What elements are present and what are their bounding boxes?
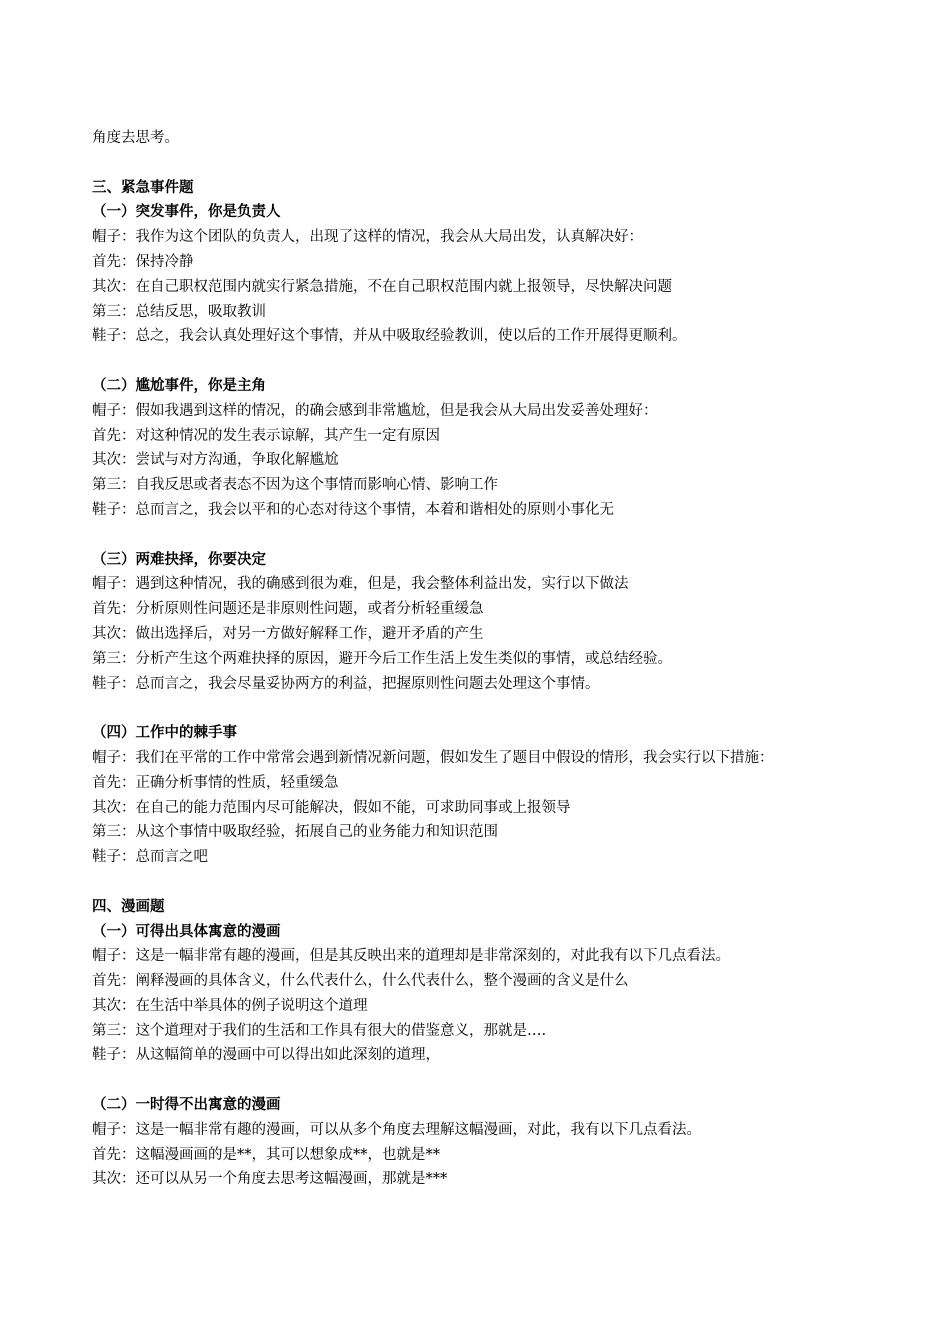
body-line: 首先：对这种情况的发生表示谅解，其产生一定有原因 bbox=[92, 427, 440, 444]
subsection-title: （一）可得出具体寓意的漫画 bbox=[92, 922, 281, 940]
body-line: 鞋子：总而言之，我会尽量妥协两方的利益，把握原则性问题去处理这个事情。 bbox=[92, 675, 600, 692]
body-line: 第三：分析产生这个两难抉择的原因，避开今后工作生活上发生类似的事情，或总结经验。 bbox=[92, 650, 672, 667]
body-line: 帽子：这是一幅非常有趣的漫画，但是其反映出来的道理却是非常深刻的，对此我有以下几点看法。 bbox=[92, 948, 730, 965]
body-line: 第三：这个道理对于我们的生活和工作具有很大的借鉴意义，那就是…. bbox=[92, 1022, 547, 1039]
section-heading: 四、漫画题 bbox=[92, 897, 165, 915]
body-line: 第三：总结反思，吸取教训 bbox=[92, 303, 266, 320]
body-line: 其次：做出选择后，对另一方做好解释工作，避开矛盾的产生 bbox=[92, 625, 484, 642]
body-line: 帽子：我作为这个团队的负责人，出现了这样的情况，我会从大局出发，认真解决好： bbox=[92, 229, 643, 246]
body-line: 首先：阐释漫画的具体含义，什么代表什么，什么代表什么，整个漫画的含义是什么 bbox=[92, 973, 629, 990]
body-line: 首先：正确分析事情的性质，轻重缓急 bbox=[92, 774, 339, 791]
spacer bbox=[92, 1068, 852, 1093]
body-line: 首先：这幅漫画画的是**，其可以想象成**，也就是** bbox=[92, 1146, 440, 1163]
subsection-title: （二）尴尬事件，你是主角 bbox=[92, 376, 266, 394]
document-body bbox=[92, 126, 852, 1192]
body-line: 帽子：假如我遇到这样的情况，的确会感到非常尴尬，但是我会从大局出发妥善处理好： bbox=[92, 402, 658, 419]
subsection-title: （四）工作中的棘手事 bbox=[92, 724, 237, 742]
subsection-title: （三）两难抉择，你要决定 bbox=[92, 550, 266, 568]
body-line: 帽子：我们在平常的工作中常常会遇到新情况新问题，假如发生了题目中假设的情形，我会实行以下措施： bbox=[92, 749, 774, 766]
spacer bbox=[92, 696, 852, 721]
body-line: 其次：在生活中举具体的例子说明这个道理 bbox=[92, 997, 368, 1014]
body-line: 其次：在自己职权范围内就实行紧急措施，不在自己职权范围内就上报领导，尽快解决问题 bbox=[92, 278, 672, 295]
subsection-title: （一）突发事件，你是负责人 bbox=[92, 203, 281, 221]
subsection-title: （二）一时得不出寓意的漫画 bbox=[92, 1096, 281, 1114]
spacer bbox=[92, 870, 852, 895]
body-line: 其次：尝试与对方沟通，争取化解尴尬 bbox=[92, 452, 339, 469]
body-line: 其次：还可以从另一个角度去思考这幅漫画，那就是*** bbox=[92, 1171, 448, 1188]
body-line: 首先：保持冷静 bbox=[92, 253, 194, 270]
body-line: 帽子：这是一幅非常有趣的漫画，可以从多个角度去理解这幅漫画，对此，我有以下几点看法。 bbox=[92, 1121, 701, 1138]
body-line: 第三：自我反思或者表态不因为这个事情而影响心情、影响工作 bbox=[92, 477, 498, 494]
body-line: 鞋子：总而言之，我会以平和的心态对待这个事情，本着和谐相处的原则小事化无 bbox=[92, 501, 614, 518]
body-line: 鞋子：总之，我会认真处理好这个事情，并从中吸取经验教训，使以后的工作开展得更顺利。 bbox=[92, 328, 687, 345]
spacer bbox=[92, 523, 852, 548]
body-line: 首先：分析原则性问题还是非原则性问题，或者分析轻重缓急 bbox=[92, 601, 484, 618]
body-line: 鞋子：总而言之吧 bbox=[92, 849, 208, 866]
spacer bbox=[92, 151, 852, 176]
section-heading: 三、紧急事件题 bbox=[92, 178, 194, 196]
body-line: 帽子：遇到这种情况，我的确感到很为难，但是，我会整体利益出发，实行以下做法 bbox=[92, 576, 629, 593]
spacer bbox=[92, 349, 852, 374]
body-line: 其次：在自己的能力范围内尽可能解决，假如不能，可求助同事或上报领导 bbox=[92, 799, 571, 816]
body-line: 第三：从这个事情中吸取经验，拓展自己的业务能力和知识范围 bbox=[92, 824, 498, 841]
body-line: 鞋子：从这幅简单的漫画中可以得出如此深刻的道理， bbox=[92, 1047, 440, 1064]
intro-line: 角度去思考。 bbox=[92, 130, 179, 146]
